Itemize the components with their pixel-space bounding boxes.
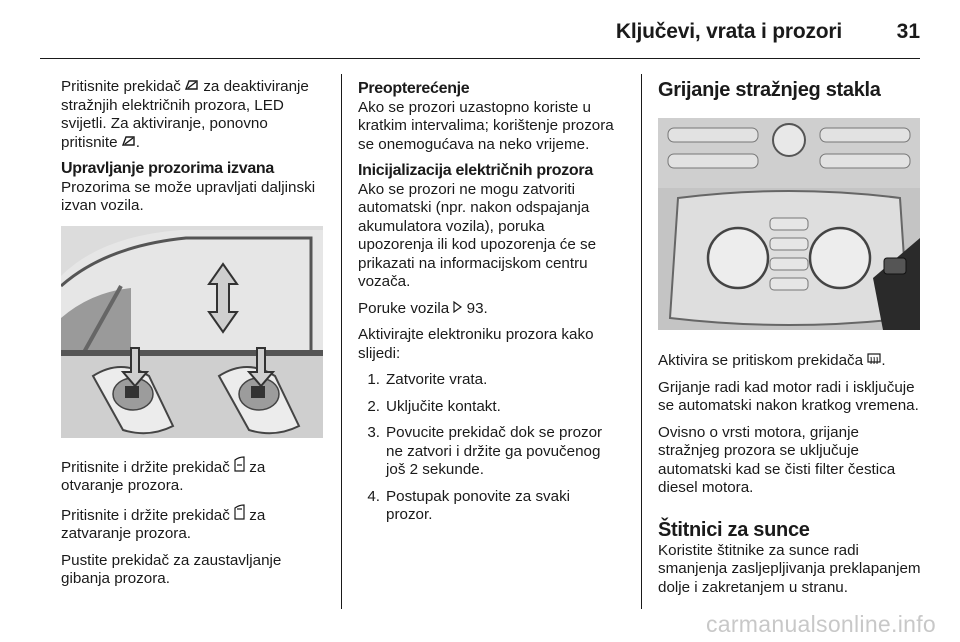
- window-open-icon: [234, 456, 245, 478]
- overload-paragraph: Ako se prozori uzastopno koriste u kratkim intervalima; korištenje prozora se onemogućava na neko vrijeme.: [358, 98, 614, 153]
- watermark-text: carmanualsonline.info: [705, 611, 936, 637]
- page-title: Ključevi, vrata i prozori: [615, 20, 842, 43]
- initialization-paragraph: Ako se prozori ne mogu zatvoriti automatski (npr. nakon odspajanja akumulatora vozila), poruka upozorenja ili kod upozorenja će se prikazati na informacijskom centru vozača.: [358, 180, 597, 290]
- release-paragraph: Pustite prekidač za zaustavljanje gibanja prozora.: [61, 551, 282, 587]
- remote-window-figure: [61, 226, 323, 438]
- heating-works-paragraph: Grijanje radi kad motor radi i isključuje se automatski nakon kratkog vremena.: [658, 378, 919, 414]
- open-window-paragraph: Pritisnite i držite prekidač za otvaranje prozora.: [61, 456, 327, 496]
- vehicle-messages-paragraph: Poruke vozila 93.: [358, 299, 488, 317]
- page-number: 31: [896, 20, 920, 43]
- remote-control-heading: Upravljanje prozorima izvana: [61, 160, 275, 177]
- list-item: 1. Zatvorite vrata.: [367, 371, 488, 388]
- sun-visors-heading: Štitnici za sunce: [658, 518, 810, 541]
- rear-window-lock-icon: [122, 134, 136, 153]
- list-item: 4. Postupak ponovite za svaki prozor.: [367, 487, 571, 523]
- rear-heating-heading: Grijanje stražnjeg stakla: [658, 79, 881, 101]
- overload-heading: Preopterećenje: [358, 80, 470, 97]
- list-item: 3. Povucite prekidač dok se prozor ne zatvori i držite ga povučenog još 2 sekunde.: [367, 424, 603, 478]
- header-divider: [40, 58, 920, 59]
- page-reference-triangle-icon: [453, 300, 462, 319]
- list-item: 2. Uključite kontakt.: [367, 397, 501, 415]
- column-2: [358, 78, 616, 533]
- climate-control-figure: [658, 118, 920, 330]
- rear-window-heating-icon: [867, 352, 881, 371]
- column-1: [61, 78, 327, 597]
- child-lock-paragraph: Pritisnite prekidač za deaktiviranje stražnjih električnih prozora, LED svijetli. Za aktiviranje, ponovno pritisnite .: [61, 78, 309, 151]
- column-3: [658, 78, 923, 605]
- rear-window-lock-icon: [185, 78, 199, 97]
- remote-control-paragraph: Prozorima se može upravljati daljinski izvan vozila.: [61, 178, 316, 214]
- column-divider-1: [341, 74, 342, 609]
- activate-paragraph: Aktivirajte elektroniku prozora kako slijedi:: [358, 326, 594, 362]
- window-close-icon: [234, 504, 245, 526]
- initialization-heading: Inicijalizacija električnih prozora: [358, 162, 593, 179]
- sun-visors-paragraph: Koristite štitnike za sunce radi smanjenja zasljepljivanja preklapanjem dolje i zakretanjem u stranu.: [658, 541, 921, 596]
- close-window-paragraph: Pritisnite i držite prekidač za zatvaranje prozora.: [61, 504, 327, 544]
- activate-heating-paragraph: Aktivira se pritiskom prekidača .: [658, 352, 886, 369]
- heating-engine-paragraph: Ovisno o vrsti motora, grijanje stražnjeg prozora se uključuje automatski kad se čisti filter čestica diesel motora.: [658, 423, 896, 496]
- page-header: [0, 0, 960, 64]
- column-divider-2: [641, 74, 642, 609]
- page-reference-link[interactable]: 93: [466, 299, 484, 317]
- steps-list: [358, 371, 616, 525]
